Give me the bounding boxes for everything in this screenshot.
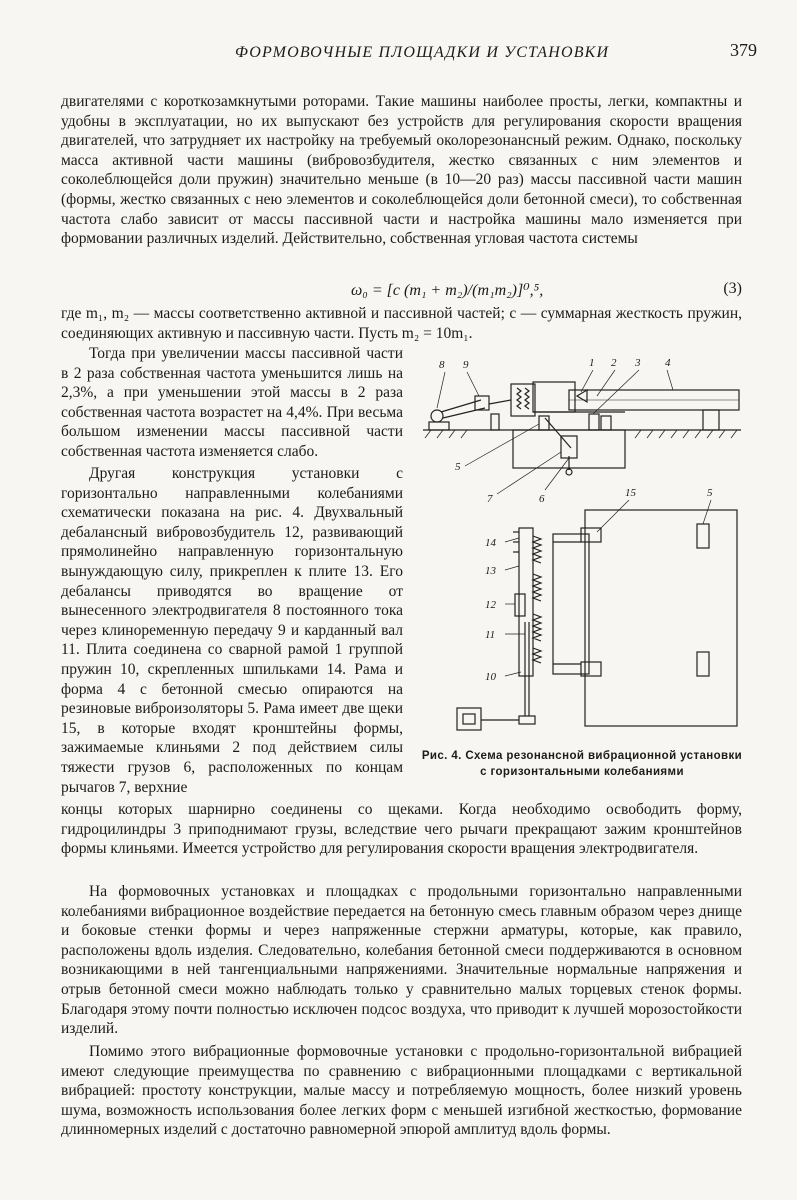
paragraph-4: Другая конструкция установки с горизонтально направленными колебаниями схематически показана на рис. 4. Двухвальный дебалансный вибровозбудитель 12, развивающий прямолинейно направленную горизонтальную вынуждающую силу, прикреплен к плите 13. Его дебалансы приводятся во вращение от вынесенного электродвигателя 8 постоянного тока через клиноременную передачу 9 и карданный вал 11. Плита соединена со сварной рамой 1 группой пружин 10, скрепленных шпильками 14. Рама и форма 4 с бетонной смесью опираются на резиновые виброизоляторы 5. Рама имеет две щеки 15, в которые входят кронштейны формы, зажимаемые клиньями 2 под действием силы тяжести грузов 6, расположенных по концам рычагов 7, верхние (61, 465, 403, 796)
fig-label-14: 14 (485, 537, 496, 549)
fig-label-6: 6 (539, 493, 545, 505)
paragraph-6: На формовочных установках и площадках с продольными горизонтально направленными колебаниями вибрационное воздействие передается на бетонную смесь главным образом через днище и боковые стенки формы и через напряженные стержни арматуры, которые, как правило, расположены вдоль изделия. Следовательно, колебания бетонной смеси поддерживаются в основном возникающими в ней тангенциальными напряжениями. Значительные нормальные напряжения и отрыв бетонной смеси можно наблюдать только у сравнительно малых торцевых стенок формы. Благодаря этому почти полностью исключен подсос воздуха, что приводит к лучшей морозостойкости изделий. (61, 883, 742, 1038)
running-title: ФОРМОВОЧНЫЕ ПЛОЩАДКИ И УСТАНОВКИ (235, 44, 610, 61)
fig-label-5: 5 (455, 461, 461, 473)
fig-label-10: 10 (485, 671, 496, 683)
figure-caption: Рис. 4. Схема резонансной вибрационной установки с горизонтальными колебаниями (421, 750, 743, 778)
paragraph-3: Тогда при увеличении массы пассивной части в 2 раза собственная частота уменьшится лишь на 2,3%, а при уменьшении этой массы в 2 раза собственная частота возрастет на 4,4%. При весьма большом изменении массы пассивной части собственная частота изменяется слабо. (61, 345, 403, 460)
fig-label-8: 8 (439, 359, 445, 371)
paragraph-1: двигателями с короткозамкнутыми роторами. Такие машины наиболее просты, легки, компактны и удобны в эксплуатации, но их выпускают без устройств для регулирования скорости вращения двигателей, что затрудняет их настройку на требуемый околорезонансный режим. Однако, поскольку масса активной части машины (вибровозбудителя, жестко связанных с ним элементов и соколеблющейся доли пружин) значительно меньше (в 10—20 раз) массы пассивной части машин (формы, жестко связанных с нею элементов и соколеблющейся доли бетонной смеси), то собственная частота слабо зависит от массы пассивной части и настройка машины мало изменяется при формовании различных изделий. Действительно, собственная угловая частота системы (61, 93, 742, 248)
equation-body: ω₀ = [c (m₁ + m₂)/(m₁m₂)]⁰,⁵, (351, 282, 544, 299)
paragraph-7: Помимо этого вибрационные формовочные установки с продольно-горизонтальной вибрацией имеют следующие преимущества по сравнению с вибрационными площадками с вертикальной вибрацией: простоту конструкции, малые массу и потребляемую мощность, более низкий уровень шума, возможность использования более легких форм с меньшей изгибной жесткостью, формование длинномерных изделий с достаточно равномерной эпюрой амплитуд вдоль формы. (61, 1043, 742, 1139)
fig-label-4: 4 (665, 357, 671, 369)
fig-label-2: 2 (611, 357, 617, 369)
paragraph-2: где m₁, m₂ — массы соответственно активной и пассивной частей; c — суммарная жесткость пружин, соединяющих активную и пассивную части. Пусть m₂ = 10m₁. (61, 305, 742, 342)
paragraph-5: концы которых шарнирно соединены со щеками. Когда необходимо освободить форму, гидроцилиндры 3 приподнимают грузы, вследствие чего рычаги прекращают зажим кронштейнов формы клиньями. Имеется устройство для регулирования скорости вращения электродвигателя. (61, 801, 742, 858)
figure-4 (421, 352, 743, 742)
fig-label-5-plan: 5 (707, 487, 713, 499)
fig-label-15: 15 (625, 487, 636, 499)
equation-3 (61, 280, 742, 302)
fig-label-7: 7 (487, 493, 493, 505)
fig-label-12: 12 (485, 599, 496, 611)
page-number: 379 (730, 40, 757, 60)
figure-4-drawing (421, 352, 743, 742)
fig-label-1: 1 (589, 357, 595, 369)
fig-label-9: 9 (463, 359, 469, 371)
equation-number: (3) (723, 280, 742, 297)
fig-label-13: 13 (485, 565, 496, 577)
fig-label-3: 3 (635, 357, 641, 369)
fig-label-11: 11 (485, 629, 496, 641)
running-header (0, 40, 797, 68)
